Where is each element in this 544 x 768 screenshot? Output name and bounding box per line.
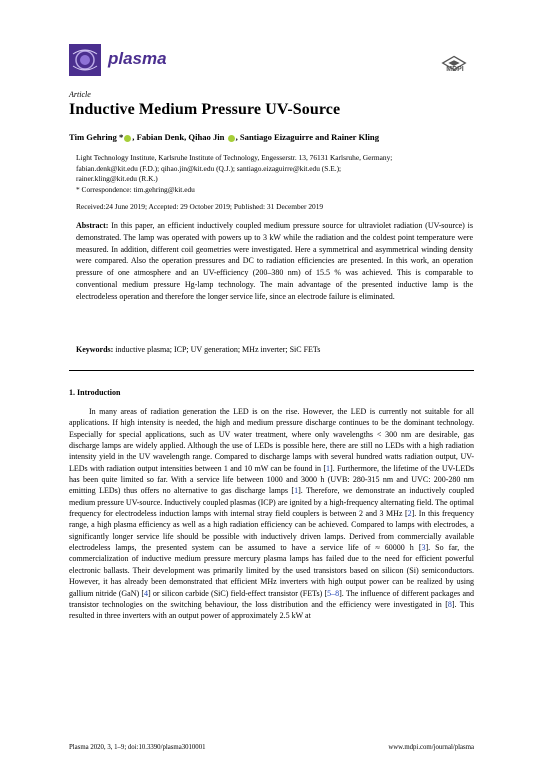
body-text: ]. Furthermore, the lifetime of the UV-LEDs has been quite limited so far. With a service life between 1000 and 3000 h (UVB: 280-315 nm and UVC: 200-280 nm emitting LEDs) thus offers no alternative to gas discharge lamps [ (69, 463, 474, 496)
author-text: , Fabian Denk, Qihao Jin (132, 132, 225, 142)
body-text: ]. The influence of different packages and transistor technologies on the switching behaviour, the loss distribution and the efficiency were investigated in [ (69, 588, 474, 609)
correspondence: * Correspondence: tim.gehring@kit.edu (76, 184, 195, 194)
citation-link[interactable]: 8 (447, 599, 452, 609)
publication-dates: Received:24 June 2019; Accepted: 29 October 2019; Published: 31 December 2019 (76, 202, 324, 211)
body-text: ]. This resulted in three inverters with an output power of approximately 2.5 kW at (69, 599, 474, 621)
body-text: ]. So far, the commercialization of inductive medium pressure mercury plasma lamps has failed due to the need for efficient powerful electronic ballasts. Their development was primarily limited by the used transistors based on silicon (Si) semiconductors. However, it has already been demonstrated that efficient MHz inverters with high output power can be realized by using gallium nitride (GaN) [ (69, 543, 474, 598)
body-text: ]. In this frequency range, a high plasma efficiency as well as a high radiation efficiency can be achieved. Compared to lamps with electrodes, a significantly longer service life should be possible with inductively driven lamps. Derived from commercially available electrodeless lamps, the presented system can be assumed to have a service life of ≈ 60000 h [ (69, 509, 475, 553)
mdpi-logo (438, 50, 470, 78)
keywords (76, 345, 473, 354)
citation-link[interactable]: 4 (144, 588, 149, 598)
footer-citation: Plasma 2020, 3, 1–9; doi:10.3390/plasma3010001 (69, 744, 206, 751)
citation-link[interactable]: 5–8 (327, 588, 340, 598)
affiliations (76, 153, 476, 195)
abstract-label: Abstract: (76, 221, 109, 230)
author-text: , Santiago Eizaguirre and Rainer Kling (235, 132, 380, 142)
author-text: Tim Gehring * (69, 132, 124, 142)
body-text: ]. Therefore, we demonstrate an inductively coupled medium pressure UV-source. Inductively coupled plasmas (ICP) are ignited by a high-frequency alternating field. The optimal frequency for electrodeless induction lamps with internal stray field couplers is between 2 and 3 MHz [ (69, 486, 475, 519)
orcid-icon[interactable] (228, 135, 235, 142)
abstract-text: In this paper, an efficient inductively coupled medium pressure source for ultraviolet radiation (UV-source) is demonstrated. The lamp was operated with powers up to 3 kW while the radiation and the coldest point temperature were measured. In addition, different coil geometries were investigated. Here a symmetrical and asymmetrical winding density were compared. Also the operation pressures and DC to radiation efficiencies are presented. In this work, an operation pressure of one atmosphere and an UV-efficiency (200–380 nm) of 15.5 % was achieved. This is comparable to conventional medium pressure Hg-lamp technology. The main advantage of the presented inductive lamp is the electrodeless operation and therefore the longer service life, since an electrode failure is eliminated. (76, 221, 473, 301)
author-list (69, 132, 379, 142)
paper-title: Inductive Medium Pressure UV-Source (69, 101, 341, 118)
citation-link[interactable]: 1 (294, 486, 299, 496)
affiliation-line: Light Technology Institute, Karlsruhe Institute of Technology, Engesserstr. 13, 76131 Karlsruhe, Germany; (76, 153, 393, 162)
orcid-icon[interactable] (124, 135, 131, 142)
affiliation-emails: rainer.kling@kit.edu (R.K.) (76, 174, 158, 183)
keywords-label: Keywords: (76, 345, 114, 354)
abstract (76, 220, 473, 303)
keywords-text: inductive plasma; ICP; UV generation; MHz inverter; SiC FETs (113, 345, 321, 354)
publisher-name: MDPI (446, 66, 464, 73)
plasma-journal-logo (69, 44, 101, 76)
citation-link[interactable]: 1 (326, 463, 331, 473)
footer-url[interactable]: www.mdpi.com/journal/plasma (388, 744, 474, 751)
citation-link[interactable]: 2 (407, 509, 412, 519)
section-divider (69, 370, 474, 371)
citation-link[interactable]: 3 (421, 543, 426, 553)
affiliation-emails: fabian.denk@kit.edu (F.D.); qihao.jin@kit.edu (Q.J.); santiago.eizaguirre@kit.edu (S.E.); (76, 163, 342, 173)
journal-name: plasma (108, 49, 167, 68)
introduction-paragraph (69, 406, 474, 622)
body-text: ] or silicon carbide (SiC) field-effect transistor (FETs) [ (148, 588, 328, 598)
body-text: In many areas of radiation generation the LED is on the rise. However, the LED is currently not suitable for all applications. If high intensity is needed, the high and medium pressure discharge continues to be the dominant technology. Especially for special applications, such as UV water treatment, where only wavelengths < 300 nm are desirable, gas discharge lamps are widely applied. Although the use of LEDs is possible here, there are still no LEDs with a high radiation intensity yield in the UV wavelength range. Compared to discharge lamps with several hundred watts radiation output, UV-LEDs with radiation output intensities between 1 and 10 mW can be found in [ (69, 407, 474, 473)
section-heading: 1. Introduction (69, 388, 121, 397)
article-type: Article (69, 90, 91, 99)
